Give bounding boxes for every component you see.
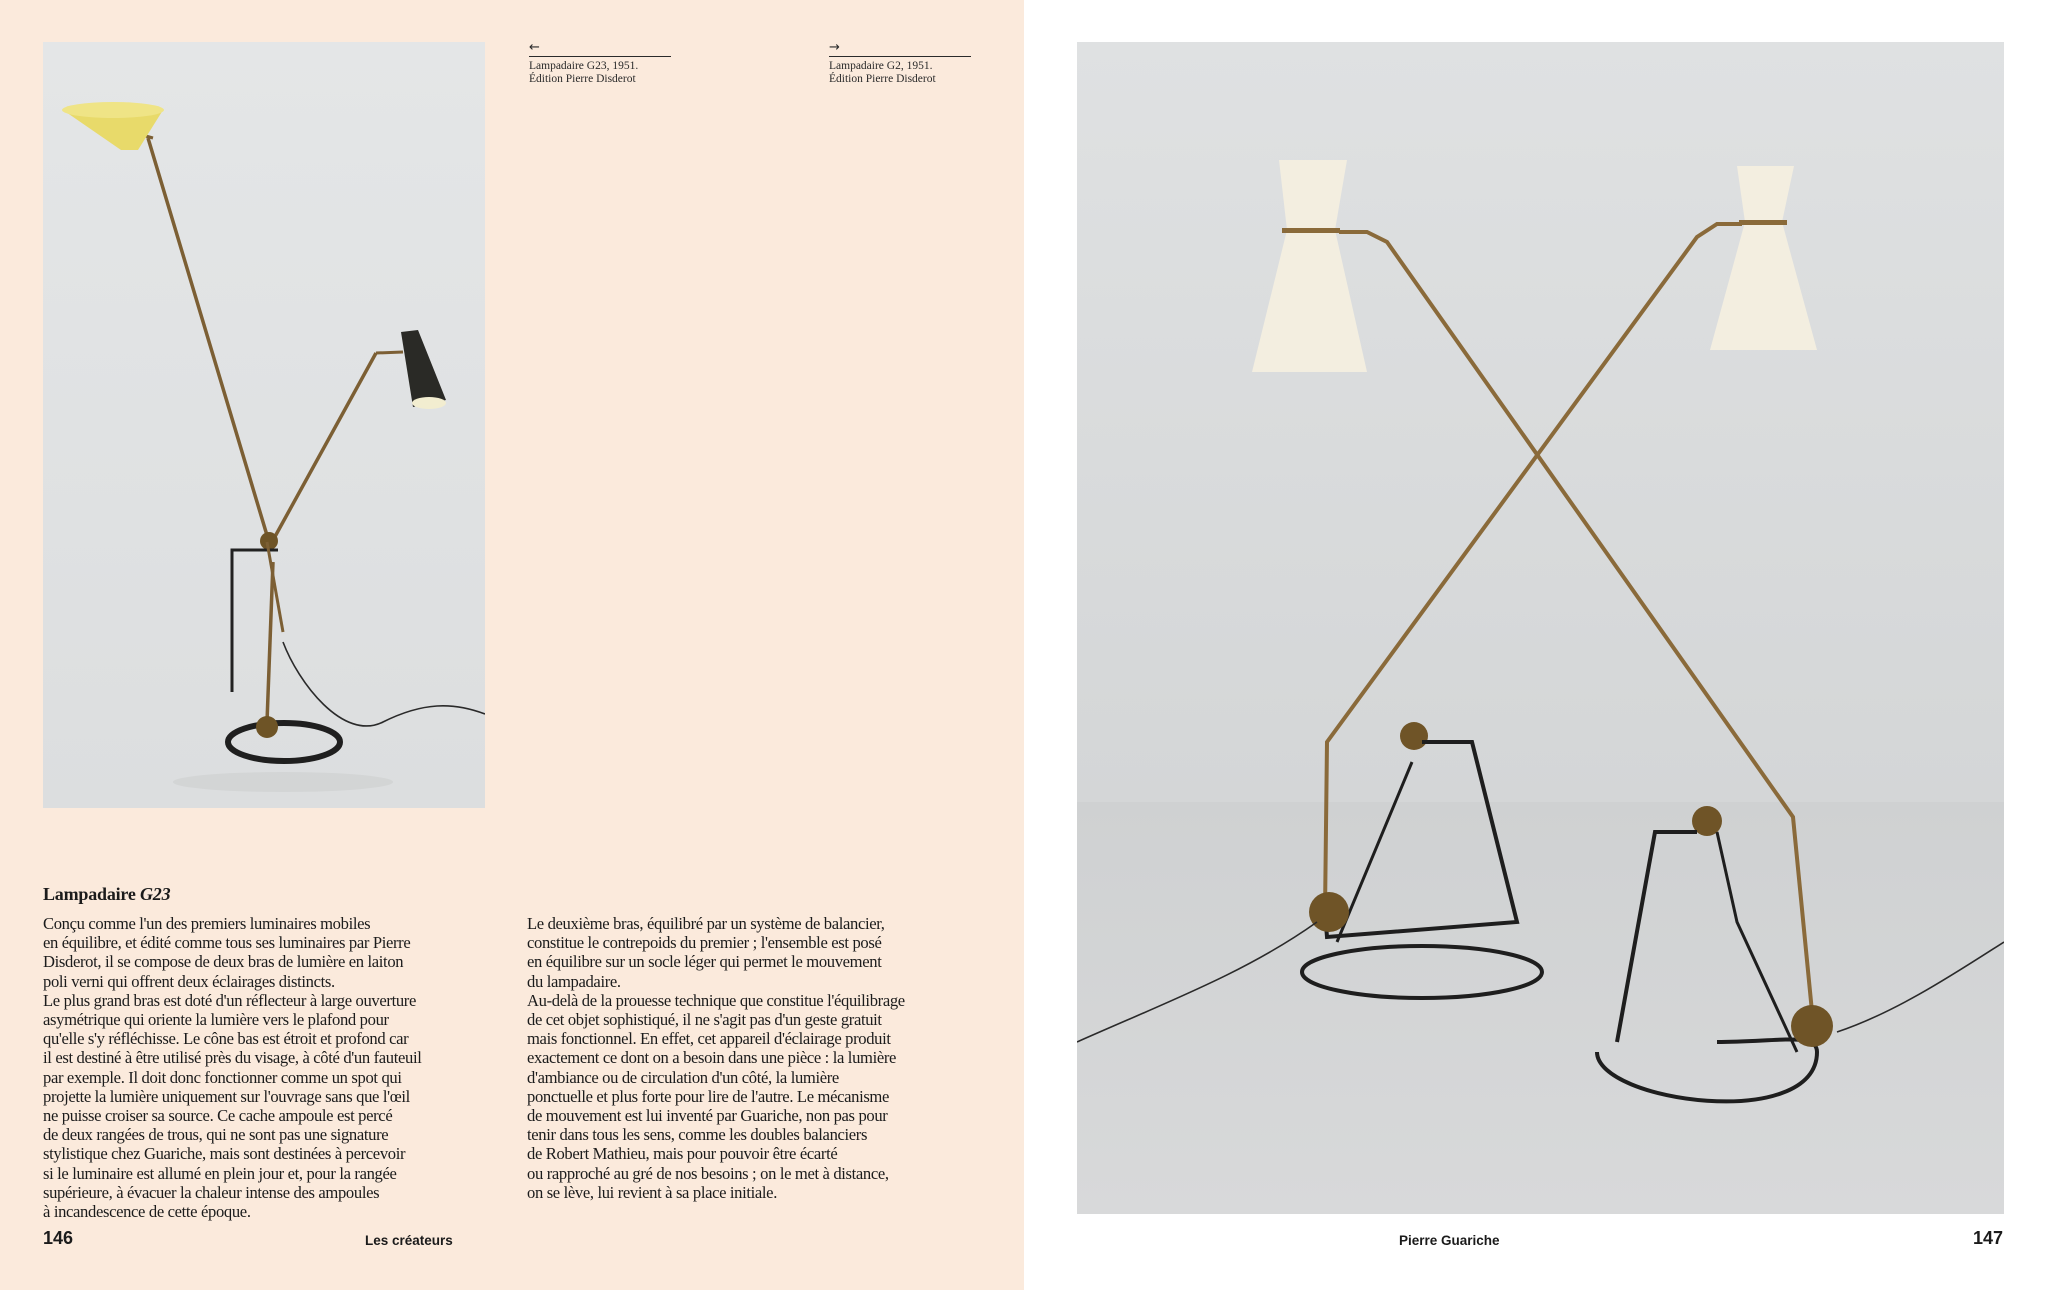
right-page [1024, 0, 2048, 1290]
caption-g2 [829, 42, 971, 86]
caption-rule [829, 56, 971, 57]
page-number-left: 146 [43, 1228, 74, 1248]
text-line: mais fonctionnel. En effet, cet appareil d'éclairage produit [527, 1029, 891, 1049]
text-line: Conçu comme l'un des premiers luminaires mobiles [43, 914, 371, 933]
title-italic: G23 [139, 884, 171, 904]
text-line: tenir dans tous les sens, comme les doubles balanciers [527, 1125, 868, 1145]
running-head-right: Pierre Guariche [1399, 1233, 1500, 1248]
lamp-g2-illustration [1077, 42, 2004, 1214]
photo-lampadaire-g2 [1077, 42, 2004, 1214]
text-line: Disderot, il se compose de deux bras de lumière en laiton [43, 952, 404, 972]
text-line: si le luminaire est allumé en plein jour et, pour la rangée [43, 1163, 397, 1183]
text-line: Au-delà de la prouesse technique que constitue l'équilibrage [527, 990, 905, 1010]
text-line: ne puisse croiser sa source. Ce cache ampoule est percé [43, 1106, 393, 1126]
text-line: ou rapproché au gré de nos besoins ; on le met à distance, [527, 1163, 889, 1183]
text-line: par exemple. Il doit donc fonctionner comme un spot qui [43, 1067, 402, 1087]
running-head-left: Les créateurs [365, 1233, 453, 1248]
text-line: ponctuelle et plus forte pour lire de l'autre. Le mécanisme [527, 1086, 890, 1106]
text-line: qu'elle s'y réfléchisse. Le cône bas est étroit et profond car [43, 1029, 409, 1049]
page-number-right: 147 [1973, 1228, 2004, 1248]
text-line: de cet objet sophistiqué, il ne s'agit pas d'un geste gratuit [527, 1010, 882, 1030]
text-line: il est destiné à être utilisé près du visage, à côté d'un fauteuil [43, 1048, 422, 1068]
body-column-2 [527, 914, 987, 1202]
caption-line: Lampadaire G2, 1951. [829, 60, 933, 72]
arrow-left-icon: ← [529, 40, 540, 55]
text-line: Le plus grand bras est doté d'un réflecteur à large ouverture [43, 990, 416, 1010]
text-line: projette la lumière uniquement sur l'ouvrage sans que l'œil [43, 1086, 410, 1106]
text-line: stylistique chez Guariche, mais sont destinées à percevoir [43, 1144, 406, 1164]
text-line: en équilibre, et édité comme tous ses luminaires par Pierre [43, 933, 411, 953]
text-line: poli verni qui offrent deux éclairages distincts. [43, 971, 335, 991]
text-line: de Robert Mathieu, mais pour pouvoir être écarté [527, 1144, 838, 1164]
caption-g23 [529, 42, 671, 86]
text-line: à incandescence de cette époque. [43, 1202, 251, 1222]
text-line: on se lève, lui revient à sa place initiale. [527, 1182, 777, 1202]
lamp-g23-illustration [43, 42, 485, 808]
text-line: Le deuxième bras, équilibré par un système de balancier, [527, 914, 885, 933]
caption-line: Édition Pierre Disderot [829, 73, 936, 85]
text-line: en équilibre sur un socle léger qui permet le mouvement [527, 952, 882, 972]
caption-line: Lampadaire G23, 1951. [529, 60, 639, 72]
caption-line: Édition Pierre Disderot [529, 73, 636, 85]
text-line: du lampadaire. [527, 971, 621, 991]
text-line: constitue le contrepoids du premier ; l'ensemble est posé [527, 933, 882, 953]
text-line: supérieure, à évacuer la chaleur intense des ampoules [43, 1182, 380, 1202]
text-line: de mouvement est lui inventé par Guariche, non pas pour [527, 1106, 888, 1126]
body-column-1 [43, 914, 503, 1221]
text-line: exactement ce dont on a besoin dans une pièce : la lumière [527, 1048, 897, 1068]
text-line: asymétrique qui oriente la lumière vers le plafond pour [43, 1010, 389, 1030]
arrow-right-icon: → [829, 40, 840, 55]
text-line: d'ambiance ou de circulation d'un côté, la lumière [527, 1067, 839, 1087]
section-title [43, 884, 170, 905]
text-line: de deux rangées de trous, qui ne sont pas une signature [43, 1125, 389, 1145]
title-text: Lampadaire [43, 884, 140, 904]
photo-lampadaire-g23 [43, 42, 485, 808]
caption-rule [529, 56, 671, 57]
